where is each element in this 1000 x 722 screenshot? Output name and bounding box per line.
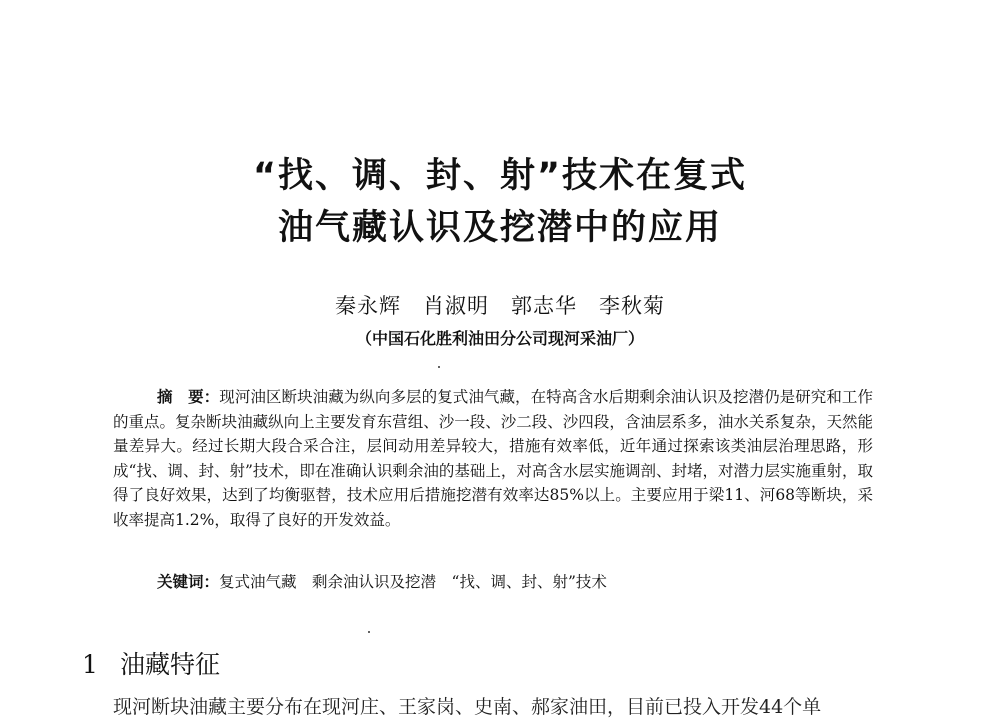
abstract-label: 摘 要：	[157, 387, 220, 406]
section-title: 油藏特征	[120, 650, 221, 679]
author-affiliation: （中国石化胜利油田分公司现河采油厂）	[355, 329, 644, 348]
title-line-1: “找、调、封、射”技术在复式	[252, 156, 747, 196]
scan-speck	[368, 631, 370, 633]
abstract	[113, 385, 873, 532]
keywords-text: 复式油气藏 剩余油认识及挖潜 “找、调、封、射”技术	[219, 573, 607, 591]
abstract-text: 现河油区断块油藏为纵向多层的复式油气藏，在特高含水后期剩余油认识及挖潜仍是研究和工作的重点。复杂断块油藏纵向上主要发育东营组、沙一段、沙二段、沙四段，含油层系多，油水关系复杂，天然能量差异大。经过长期大段合采合注，层间动用差异较大，措施有效率低，近年通过探索该类油层治理思路，形成“找、调、封、射”技术，即在准确认识剩余油的基础上，对高含水层实施调剖、封堵，对潜力层实施重射，取得了良好效果，达到了均衡驱替，技术应用后措施挖潜有效率达85%以上。主要应用于梁11、河68等断块，采收率提高1.2%，取得了良好的开发效益。	[113, 388, 873, 529]
title-line-2: 油气藏认识及挖潜中的应用	[277, 208, 722, 248]
paper-title	[0, 150, 1000, 254]
scan-speck	[438, 366, 440, 368]
section-heading	[82, 648, 220, 682]
section-number: 1	[82, 650, 98, 679]
author-list: 秦永辉 肖淑明 郭志华 李秋菊	[335, 294, 665, 318]
body-paragraph-partial: 现河断块油藏主要分布在现河庄、王家岗、史南、郝家油田，目前已投入开发44个单	[113, 696, 822, 718]
keywords-label: 关键词：	[157, 572, 220, 591]
keywords	[157, 570, 857, 594]
